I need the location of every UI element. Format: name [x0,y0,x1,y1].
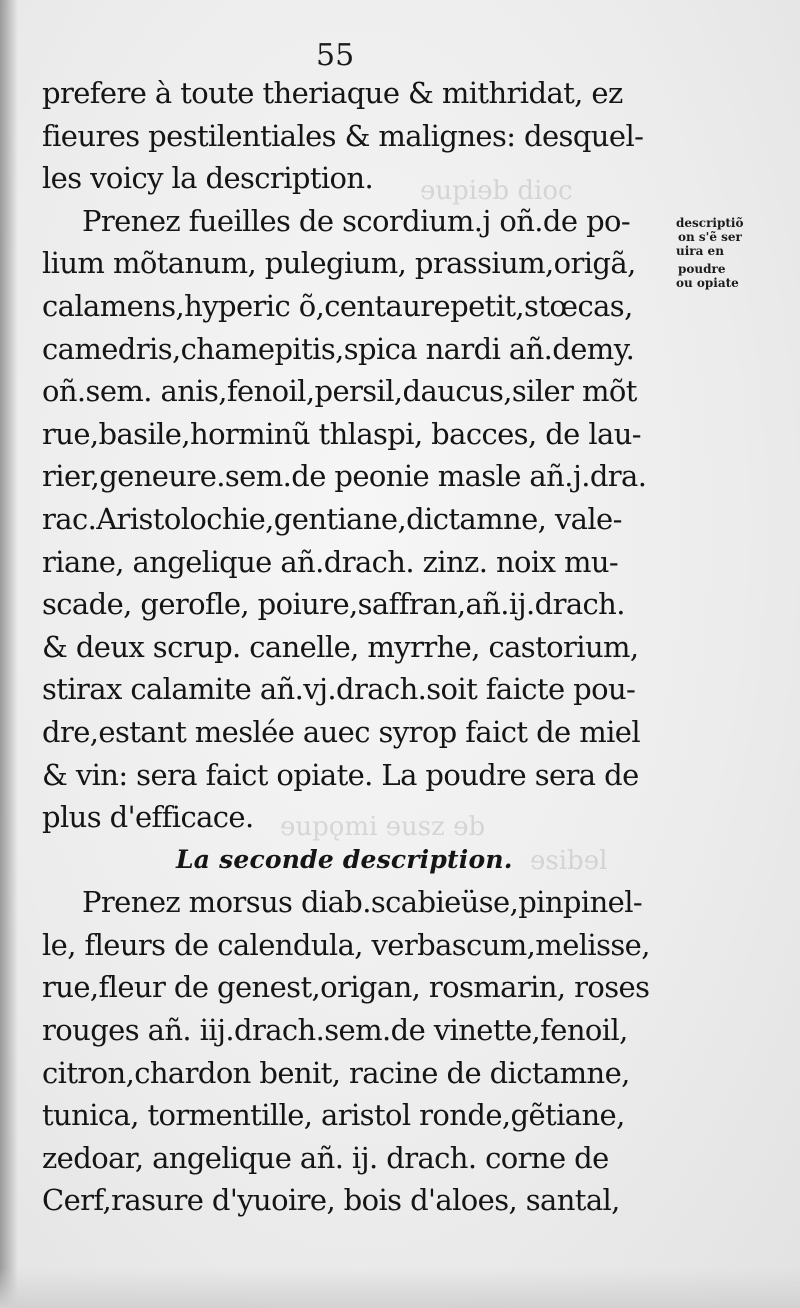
show-through-text: ɘsibɘl [530,846,608,876]
text-line: stirax calamite añ.vj.drach.soit faicte pou- [42,672,636,707]
text-line: rouges añ. iij.drach.sem.de vinette,fenoil, [42,1013,628,1048]
text-line: rue,fleur de genest,origan, rosmarin, roses [42,970,650,1005]
text-line: riane, angelique añ.drach. zinz. noix mu- [42,544,619,579]
show-through-text: ɘupǫmi ɘusz ɘb [280,812,486,842]
text-line: lium mõtanum, pulegium, prassium,origã, [42,246,636,281]
text-line: plus d'efficace. [42,800,254,835]
text-line: citron,chardon benit, racine de dictamne, [42,1055,630,1090]
marginal-note-line: on s'ẽ ser [678,230,742,244]
text-line: rac.Aristolochie,gentiane,dictamne, vale- [42,501,622,536]
text-line: dre,estant meslée auec syrop faict de miel [42,714,641,749]
marginal-note [676,216,794,290]
marginal-note-line: poudre [678,262,726,276]
marginal-note-line: descriptiõ [676,216,744,230]
text-line: le, fleurs de calendula, verbascum,melisse, [42,927,650,962]
text-line: oñ.sem. anis,fenoil,persil,daucus,siler mõt [42,374,637,409]
text-line: zedoar, angelique añ. ij. drach. corne de [42,1140,609,1175]
text-line: calamens,hyperic õ,centaurepetit,stœcas, [42,288,633,323]
text-line: scade, gerofle, poiure,saffran,añ.ij.drach. [42,587,625,622]
text-line: Prenez morsus diab.scabieüse,pinpinel- [82,885,643,920]
text-line: Cerf,rasure d'yuoire, bois d'aloes, santal, [42,1183,620,1218]
text-line: & deux scrup. canelle, myrrhe, castorium, [42,629,639,664]
marginal-note-line: ou opiate [676,276,739,290]
text-line: Prenez fueilles de scordium.j oñ.de po- [82,203,631,238]
page-number: 55 [316,38,355,73]
marginal-note-line: uira en [676,244,724,258]
section-heading: La seconde description. [176,844,513,874]
main-text-block [42,72,672,1222]
text-line: les voicy la description. [42,161,374,196]
text-line: camedris,chamepitis,spica nardi añ.demy. [42,331,635,366]
text-line: tunica, tormentille, aristol ronde,gẽtiane, [42,1098,625,1133]
text-line: fieures pestilentiales & malignes: desquel- [42,118,644,153]
text-line: rue,basile,horminũ thlaspi, bacces, de lau- [42,416,641,451]
text-line: rier,geneure.sem.de peonie masle añ.j.dra. [42,459,647,494]
text-line: prefere à toute theriaque & mithridat, ez [42,76,623,110]
show-through-text: ɘupiɘb dioc [420,176,573,206]
text-line: & vin: sera faict opiate. La poudre sera de [42,757,639,792]
